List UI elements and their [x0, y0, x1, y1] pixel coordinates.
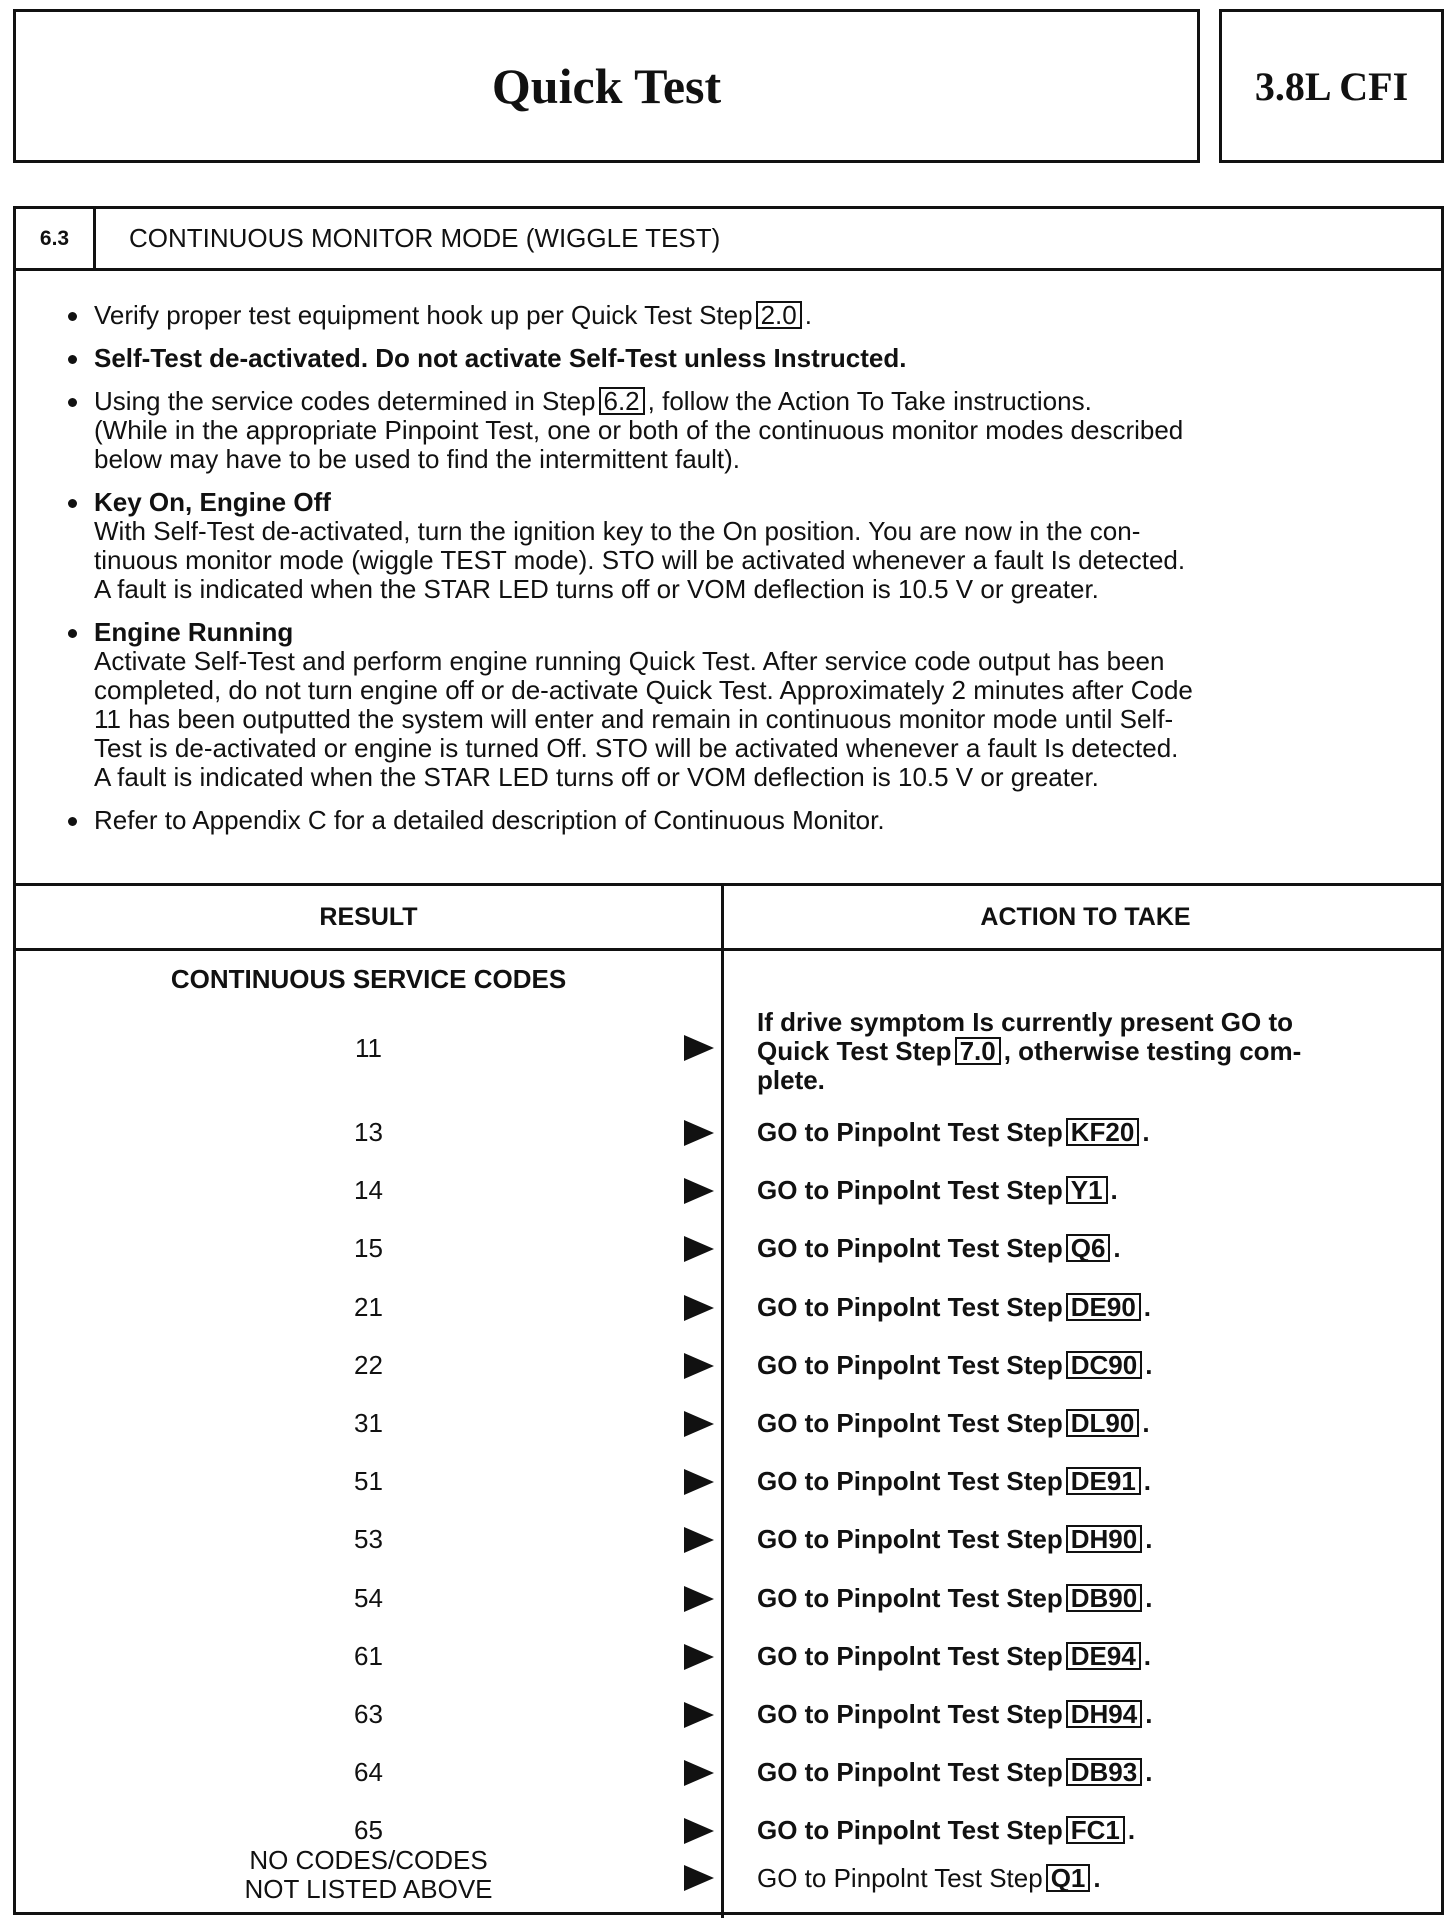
action-text	[757, 1228, 1407, 1268]
section-number: 6.3	[16, 209, 96, 268]
action-line: Quick Test Step	[757, 1036, 952, 1066]
table-row	[16, 1112, 1447, 1152]
table-row	[16, 1008, 1447, 1098]
arrow-icon	[684, 1353, 714, 1379]
engine-box	[1219, 9, 1444, 163]
action-text	[757, 1345, 1407, 1385]
action-prefix: GO to Pinpolnt Test Step	[757, 1863, 1043, 1893]
step-ref: DH90	[1066, 1525, 1142, 1553]
action-prefix: GO to Pinpolnt Test Step	[757, 1175, 1063, 1205]
code-value	[16, 1846, 721, 1904]
action-text	[757, 1461, 1407, 1501]
step-ref: DB93	[1066, 1758, 1142, 1786]
bullet-line: tinuous monitor mode (wiggle TEST mode). STO will be activated whenever a fault Is detected.	[94, 545, 1186, 575]
bullet-line: A fault is indicated when the STAR LED turns off or VOM deflection is 10.5 V or greater.	[94, 762, 1099, 792]
action-period: .	[1145, 1524, 1153, 1554]
code-value: 15	[354, 1233, 383, 1263]
code-value: 53	[354, 1524, 383, 1554]
step-ref: DL90	[1066, 1409, 1140, 1437]
code-value: 64	[354, 1757, 383, 1787]
arrow-icon	[684, 1527, 714, 1553]
action-period: .	[1145, 1583, 1153, 1613]
action-text	[757, 1636, 1407, 1676]
step-ref: 7.0	[955, 1037, 1001, 1065]
arrow-icon	[684, 1120, 714, 1146]
main-frame	[13, 206, 1444, 1915]
bullet-text: Refer to Appendix C for a detailed description of Continuous Monitor.	[94, 805, 885, 835]
step-ref: DH94	[1066, 1700, 1142, 1728]
action-prefix: GO to Pinpolnt Test Step	[757, 1641, 1063, 1671]
bullet-text: , follow the Action To Take instructions.	[647, 386, 1092, 416]
page-title: Quick Test	[491, 58, 722, 114]
action-prefix: GO to Pinpolnt Test Step	[757, 1583, 1063, 1613]
bullet-line: With Self-Test de-activated, turn the ignition key to the On position. You are now in the con-	[94, 516, 1141, 546]
table-header	[16, 883, 1441, 951]
action-period: .	[1142, 1408, 1150, 1438]
bullet-tail: .	[804, 300, 812, 330]
code-value: 11	[355, 1033, 382, 1063]
bullet-line: below may have to be used to find the intermittent fault).	[94, 444, 741, 474]
title-box	[13, 9, 1200, 163]
table-row	[16, 1403, 1447, 1443]
action-line: , otherwise testing com-	[1003, 1036, 1302, 1066]
action-text	[757, 1694, 1407, 1734]
action-period: .	[1145, 1350, 1153, 1380]
action-prefix: GO to Pinpolnt Test Step	[757, 1408, 1063, 1438]
bullet-key-on	[66, 488, 1416, 604]
action-text	[757, 1519, 1407, 1559]
action-period: .	[1143, 1466, 1152, 1496]
action-line: plete.	[757, 1065, 825, 1095]
continuous-codes-heading: CONTINUOUS SERVICE CODES	[170, 964, 567, 994]
bullet-text: Using the service codes determined in Step	[94, 386, 596, 416]
arrow-icon	[684, 1702, 714, 1728]
action-text	[757, 1578, 1407, 1618]
action-header: ACTION TO TAKE	[980, 902, 1191, 931]
arrow-icon	[684, 1236, 714, 1262]
bullet-self-test	[66, 344, 1416, 373]
table-row	[16, 1578, 1447, 1618]
code-value: 13	[354, 1117, 383, 1147]
table-row	[16, 1519, 1447, 1559]
bullet-text: Verify proper test equipment hook up per Quick Test Step	[94, 300, 753, 330]
action-text	[757, 1403, 1407, 1443]
instruction-list	[66, 301, 1416, 849]
code-value: 14	[354, 1175, 383, 1205]
action-period: .	[1143, 1292, 1152, 1322]
step-ref: Y1	[1066, 1176, 1108, 1204]
code-line: NOT LISTED ABOVE	[244, 1874, 493, 1904]
code-value: 63	[354, 1699, 383, 1729]
table-row	[16, 1345, 1447, 1385]
action-period: .	[1127, 1815, 1136, 1845]
table-row	[16, 1461, 1447, 1501]
action-prefix: GO to Pinpolnt Test Step	[757, 1233, 1063, 1263]
arrow-icon	[684, 1644, 714, 1670]
bullet-line: Activate Self-Test and perform engine running Quick Test. After service code output has been	[94, 646, 1165, 676]
action-text	[757, 1170, 1407, 1210]
bullet-heading: Key On, Engine Off	[94, 487, 331, 517]
arrow-icon	[684, 1865, 714, 1891]
action-text	[757, 1810, 1407, 1850]
step-ref: DC90	[1066, 1351, 1142, 1379]
code-value: 54	[354, 1583, 383, 1613]
action-prefix: GO to Pinpolnt Test Step	[757, 1350, 1063, 1380]
step-ref: 6.2	[599, 387, 645, 415]
action-prefix: GO to Pinpolnt Test Step	[757, 1757, 1063, 1787]
action-prefix: GO to Pinpolnt Test Step	[757, 1117, 1063, 1147]
action-period: .	[1110, 1175, 1118, 1205]
table-row	[16, 1636, 1447, 1676]
arrow-icon	[684, 1760, 714, 1786]
action-prefix: GO to Pinpolnt Test Step	[757, 1815, 1063, 1845]
code-value: 31	[354, 1408, 383, 1438]
action-prefix: GO to Pinpolnt Test Step	[757, 1524, 1063, 1554]
arrow-icon	[684, 1035, 714, 1061]
action-line: If drive symptom Is currently present GO to	[757, 1007, 1294, 1037]
action-period: .	[1145, 1699, 1153, 1729]
step-ref: KF20	[1066, 1118, 1140, 1146]
step-ref: DE94	[1066, 1642, 1141, 1670]
table-row	[16, 1228, 1447, 1268]
table-row	[16, 1752, 1447, 1792]
code-value: 61	[354, 1641, 383, 1671]
bullet-line: A fault is indicated when the STAR LED turns off or VOM deflection is 10.5 V or greater.	[94, 574, 1099, 604]
result-header: RESULT	[319, 902, 418, 931]
action-text	[757, 1112, 1407, 1152]
action-period: .	[1113, 1233, 1121, 1263]
arrow-icon	[684, 1411, 714, 1437]
step-ref: DE90	[1066, 1293, 1141, 1321]
bullet-equipment	[66, 301, 1416, 330]
action-prefix: GO to Pinpolnt Test Step	[757, 1292, 1063, 1322]
table-row	[16, 1170, 1447, 1210]
section-title: CONTINUOUS MONITOR MODE (WIGGLE TEST)	[129, 223, 721, 253]
action-period: .	[1142, 1117, 1150, 1147]
step-ref: DB90	[1066, 1584, 1142, 1612]
bullet-text: Self-Test de-activated. Do not activate Self-Test unless Instructed.	[94, 343, 907, 373]
table-row	[16, 1694, 1447, 1734]
section-header	[16, 209, 1441, 271]
code-value: 21	[354, 1292, 383, 1322]
bullet-engine-running	[66, 618, 1416, 792]
code-value: 22	[354, 1350, 383, 1380]
action-text	[757, 1858, 1407, 1898]
action-text	[757, 1287, 1407, 1327]
action-period: .	[1143, 1641, 1152, 1671]
action-text	[757, 1008, 1407, 1095]
code-value: 51	[354, 1466, 383, 1496]
bullet-heading: Engine Running	[94, 617, 294, 647]
arrow-icon	[684, 1818, 714, 1844]
step-ref: Q1	[1046, 1864, 1091, 1892]
action-prefix: GO to Pinpolnt Test Step	[757, 1466, 1063, 1496]
step-ref: DE91	[1066, 1467, 1141, 1495]
table-row	[16, 1810, 1447, 1850]
action-period: .	[1093, 1863, 1101, 1893]
step-ref: FC1	[1066, 1816, 1125, 1844]
engine-label: 3.8L CFI	[1254, 63, 1409, 109]
bullet-line: completed, do not turn engine off or de-activate Quick Test. Approximately 2 minutes after Code	[94, 675, 1193, 705]
step-ref: 2.0	[756, 301, 802, 329]
code-line: NO CODES/CODES	[249, 1845, 488, 1875]
arrow-icon	[684, 1178, 714, 1204]
arrow-icon	[684, 1295, 714, 1321]
bullet-appendix	[66, 806, 1416, 835]
code-value: 65	[354, 1815, 383, 1845]
step-ref: Q6	[1066, 1234, 1111, 1262]
arrow-icon	[684, 1469, 714, 1495]
bullet-service-codes	[66, 387, 1416, 474]
table-row	[16, 1846, 1447, 1910]
bullet-line: Test is de-activated or engine is turned Off. STO will be activated whenever a fault Is detected.	[94, 733, 1179, 763]
action-period: .	[1145, 1757, 1153, 1787]
bullet-line: (While in the appropriate Pinpoint Test, one or both of the continuous monitor modes described	[94, 415, 1184, 445]
arrow-icon	[684, 1586, 714, 1612]
bullet-line: 11 has been outputted the system will enter and remain in continuous monitor mode until Self-	[94, 704, 1174, 734]
table-row	[16, 1287, 1447, 1327]
action-text	[757, 1752, 1407, 1792]
action-prefix: GO to Pinpolnt Test Step	[757, 1699, 1063, 1729]
